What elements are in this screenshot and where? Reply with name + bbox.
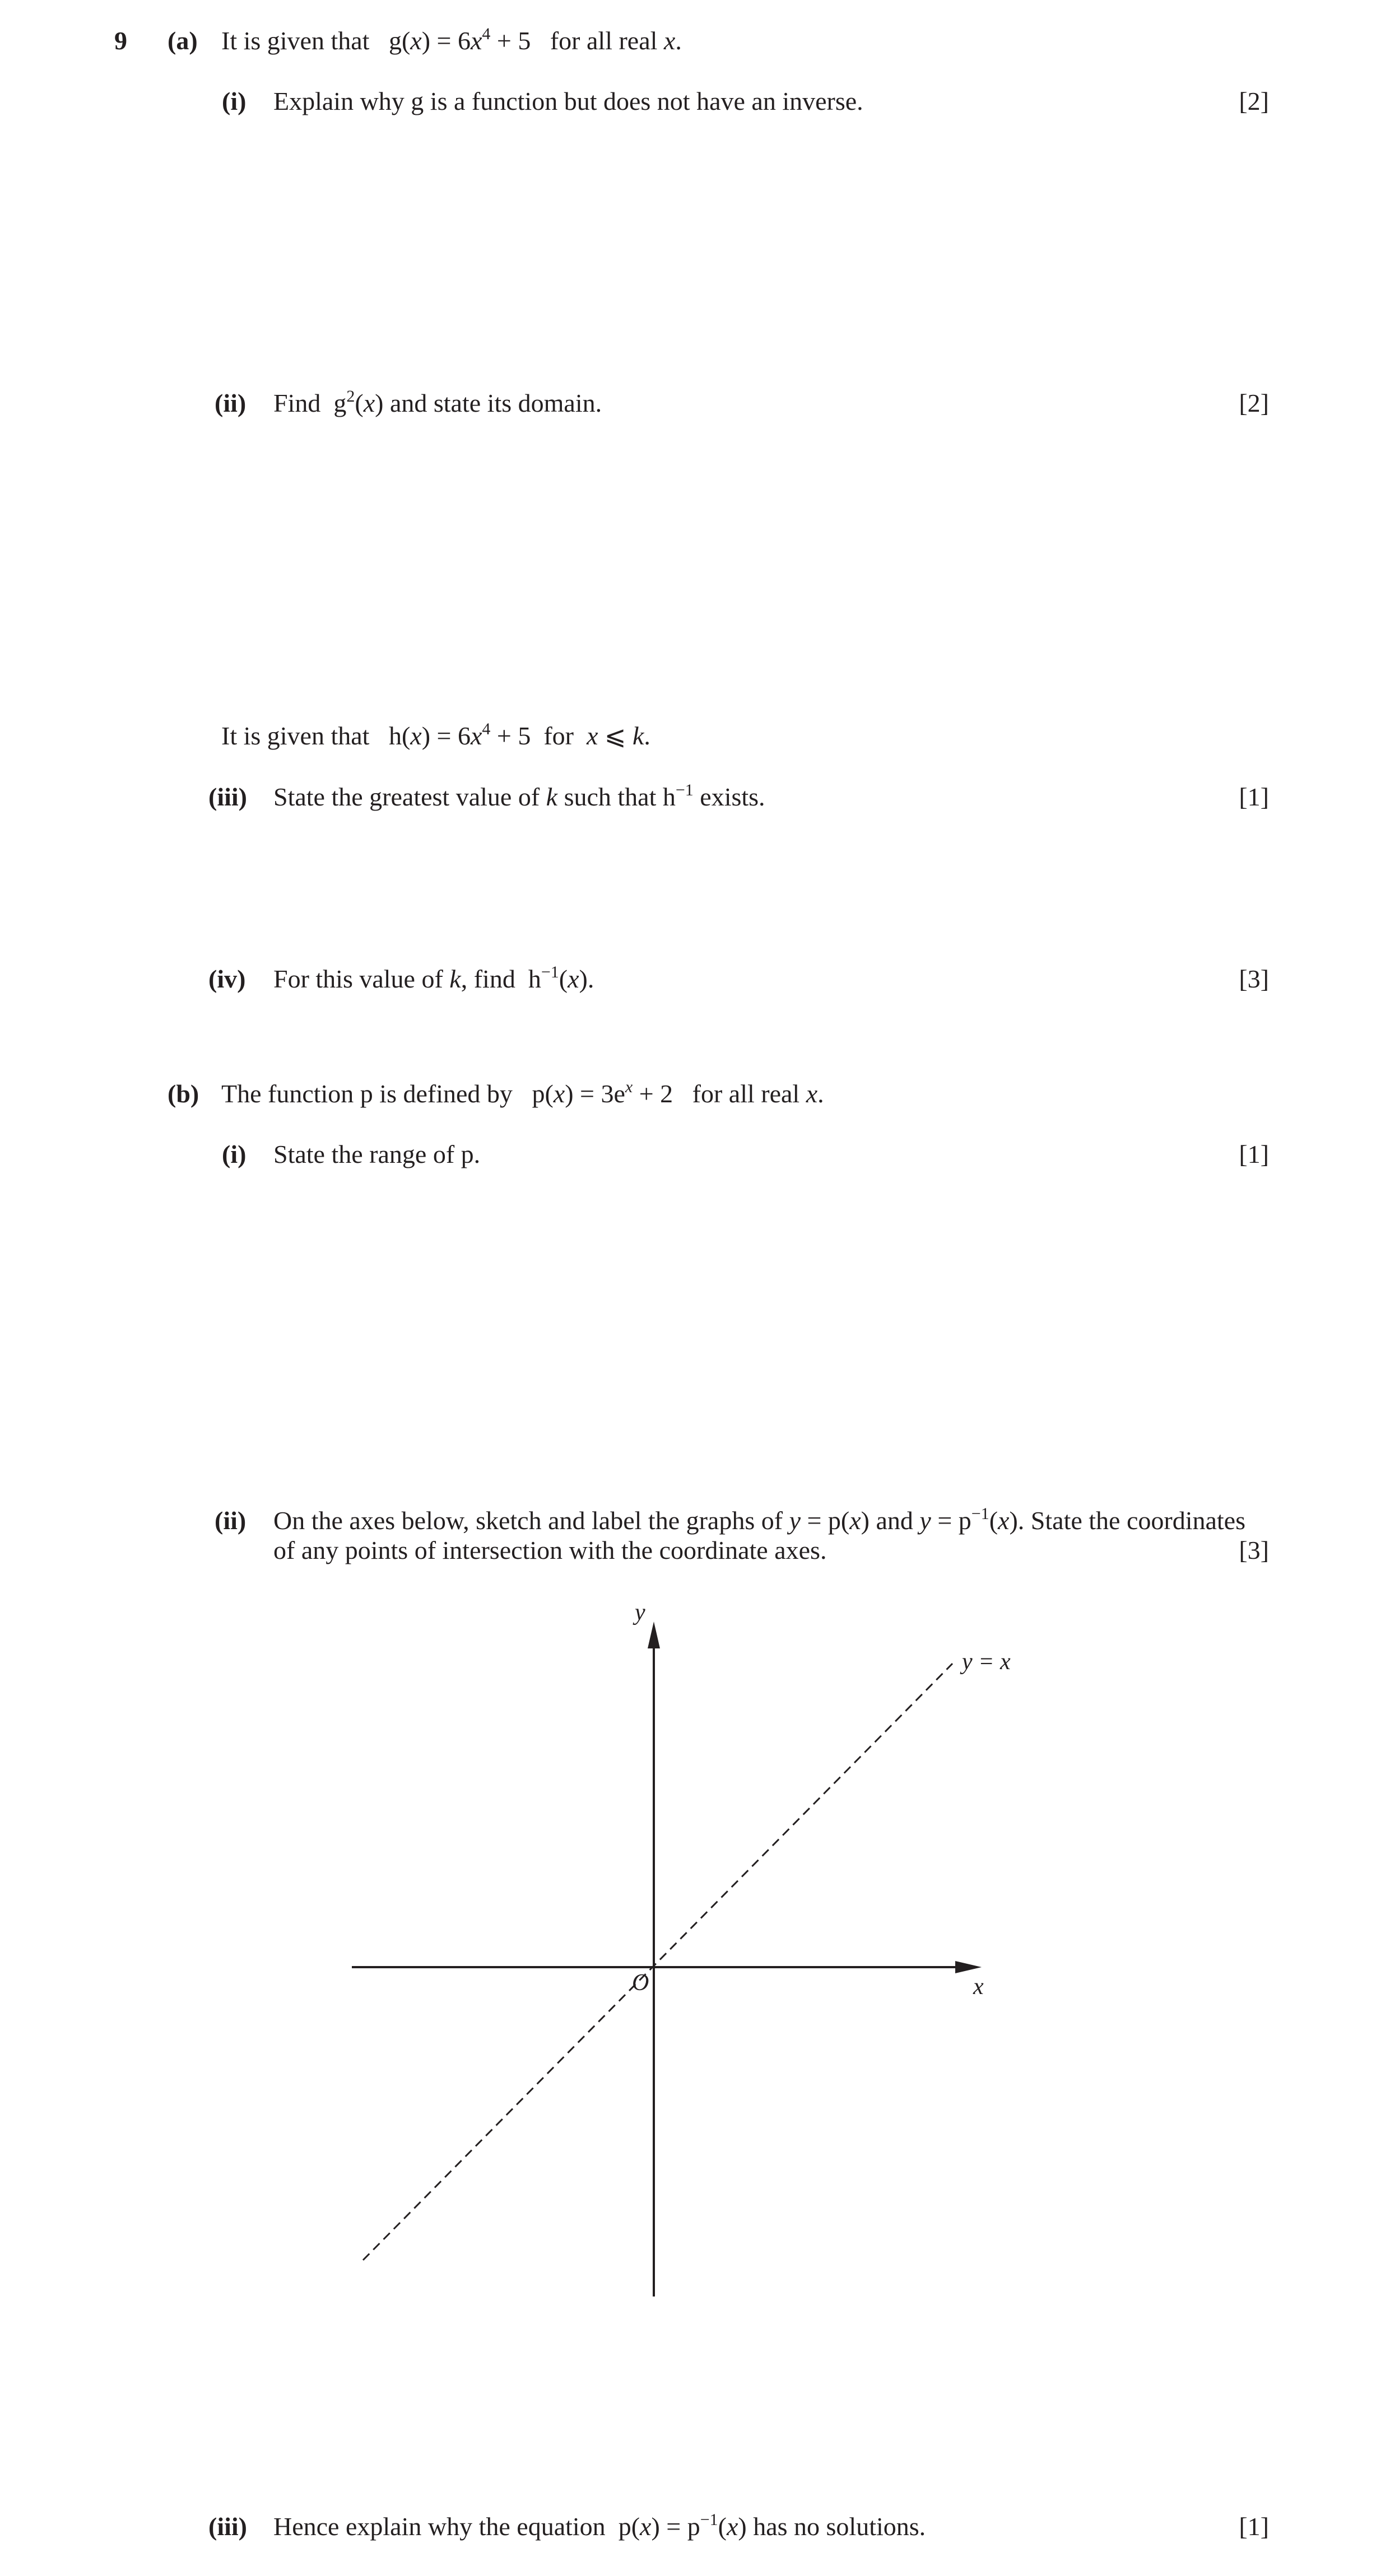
x-axis-arrow (955, 1961, 982, 1973)
part-a-i-text: Explain why g is a function but does not have an inverse. (273, 87, 863, 115)
part-b-ii-line1: On the axes below, sketch and label the graphs of y = p(x) and $y = p^{-1}(x)$. State the coordinates (273, 1504, 1246, 1535)
line-y-equals-x-label: y = x (962, 1649, 1011, 1675)
part-a-ii-marks: [2] (1239, 389, 1269, 417)
x-axis-label: x (973, 1974, 984, 2000)
part-a-ii-label: (ii) (215, 389, 247, 417)
origin-label: O (632, 1970, 649, 1996)
h-intro: It is given that $h(x) = 6x^4 + 5$ for x ⩽ k. (221, 719, 650, 750)
part-b-intro: The function p is defined by $p(x) = 3e^x + 2$ for all real x. (221, 1077, 824, 1108)
part-a-iv-label: (iv) (208, 965, 246, 993)
y-axis-arrow (648, 1622, 660, 1648)
part-b-ii-line2: of any points of intersection with the coordinate axes. (273, 1536, 827, 1564)
part-b-ii-marks: [3] (1239, 1536, 1269, 1564)
part-a-iv-text: For this value of k, find $h^{-1}(x)$. (273, 962, 594, 993)
part-a-i-marks: [2] (1239, 87, 1269, 115)
part-b-iii-marks: [1] (1239, 2512, 1269, 2541)
part-a-iii-marks: [1] (1239, 782, 1269, 811)
part-a-label: (a) (168, 26, 198, 55)
part-b-i-text: State the range of p. (273, 1140, 481, 1168)
part-b-label: (b) (168, 1079, 199, 1108)
part-a-i-label: (i) (222, 87, 247, 115)
part-a-ii-text: Find $g^2(x)$ and state its domain. (273, 386, 602, 417)
part-a-iv-marks: [3] (1239, 965, 1269, 993)
part-a-intro: It is given that $g(x) = 6x^4 + 5$ for all real x. (221, 24, 682, 55)
part-b-iii-text: Hence explain why the equation $p(x) = p^{-1}(x)$ has no solutions. (273, 2510, 926, 2541)
part-b-ii-label: (ii) (215, 1506, 247, 1535)
part-b-i-marks: [1] (1239, 1140, 1269, 1168)
y-axis-label: y (635, 1600, 645, 1625)
part-b-i-label: (i) (222, 1140, 247, 1168)
line-y-equals-x (363, 1664, 952, 2260)
part-b-iii-label: (iii) (208, 2512, 247, 2541)
part-a-iii-text: State the greatest value of k such that $h^{-1}$ exists. (273, 780, 765, 811)
question-number: 9 (114, 26, 127, 55)
part-a-iii-label: (iii) (208, 782, 247, 811)
